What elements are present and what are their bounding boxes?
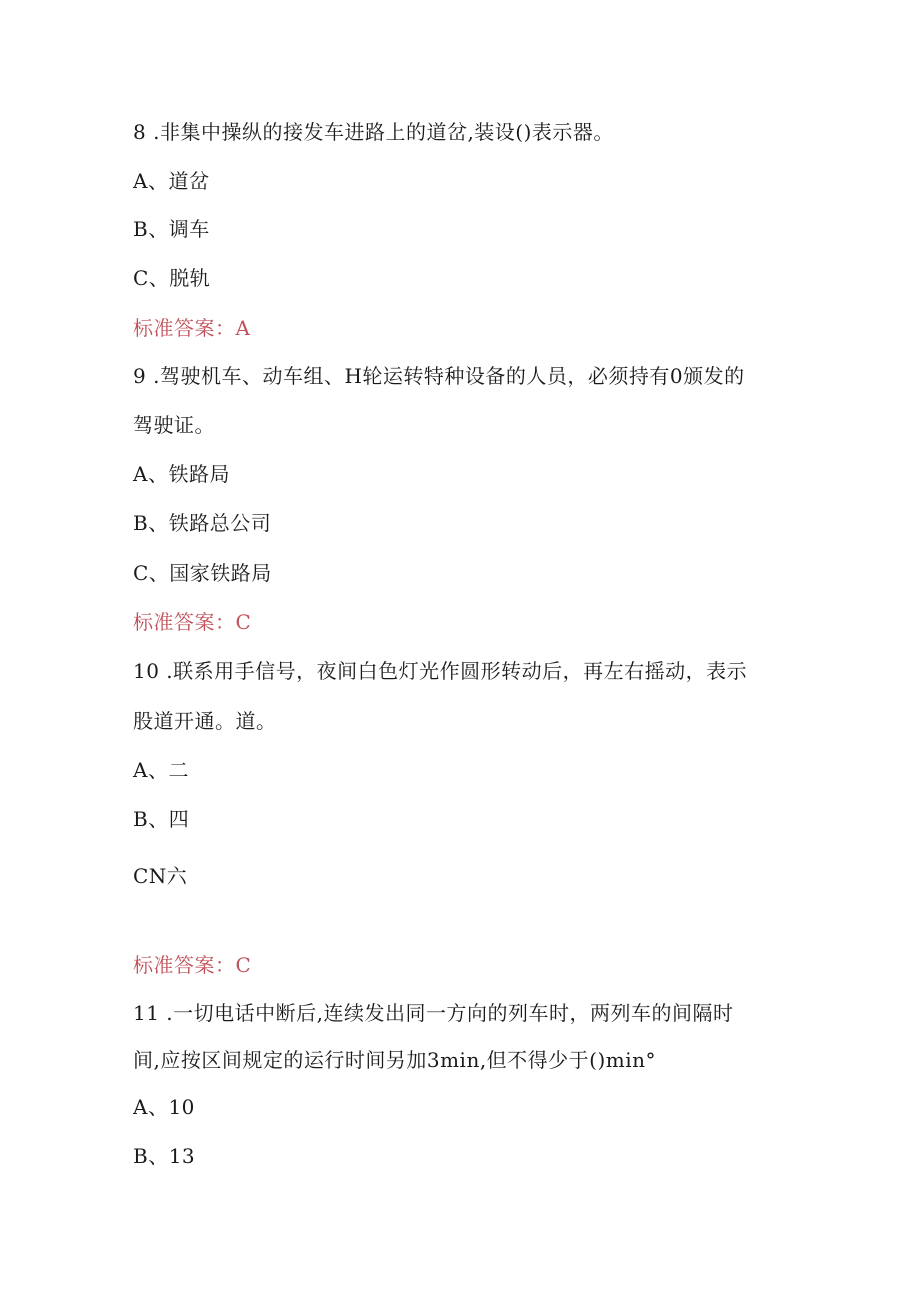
question-stem: 10 .联系用手信号，夜间白色灯光作圆形转动后，再左右摇动，表示 [133,659,748,683]
standard-answer: 标准答案：C [133,953,252,977]
option-c: C、脱轨 [133,266,211,290]
standard-answer: 标准答案：A [133,316,251,340]
standard-answer: 标准答案：C [133,610,252,634]
option-a: A、道岔 [133,169,210,193]
option-a: A、10 [133,1095,195,1119]
option-a: A、二 [133,758,189,782]
question-stem-continued: 股道开通。道。 [133,709,277,733]
option-b: B、四 [133,807,190,831]
option-b: B、调车 [133,217,210,241]
question-stem: 8 .非集中操纵的接发车进路上的道岔,装设()表示器。 [133,120,614,144]
option-c: C、国家铁路局 [133,561,272,585]
option-a: A、铁路局 [133,462,230,486]
option-c: CN六 [133,864,188,888]
question-stem: 9 .驾驶机车、动车组、H轮运转特种设备的人员，必须持有0颁发的 [133,364,745,388]
question-stem-continued: 驾驶证。 [133,413,215,437]
question-stem-continued: 间,应按区间规定的运行时间另加3min,但不得少于()min° [133,1048,657,1072]
option-b: B、铁路总公司 [133,511,272,535]
option-b: B、13 [133,1144,196,1168]
question-stem: 11 .一切电话中断后,连续发出同一方向的列车时，两列车的间隔时 [133,1001,734,1025]
